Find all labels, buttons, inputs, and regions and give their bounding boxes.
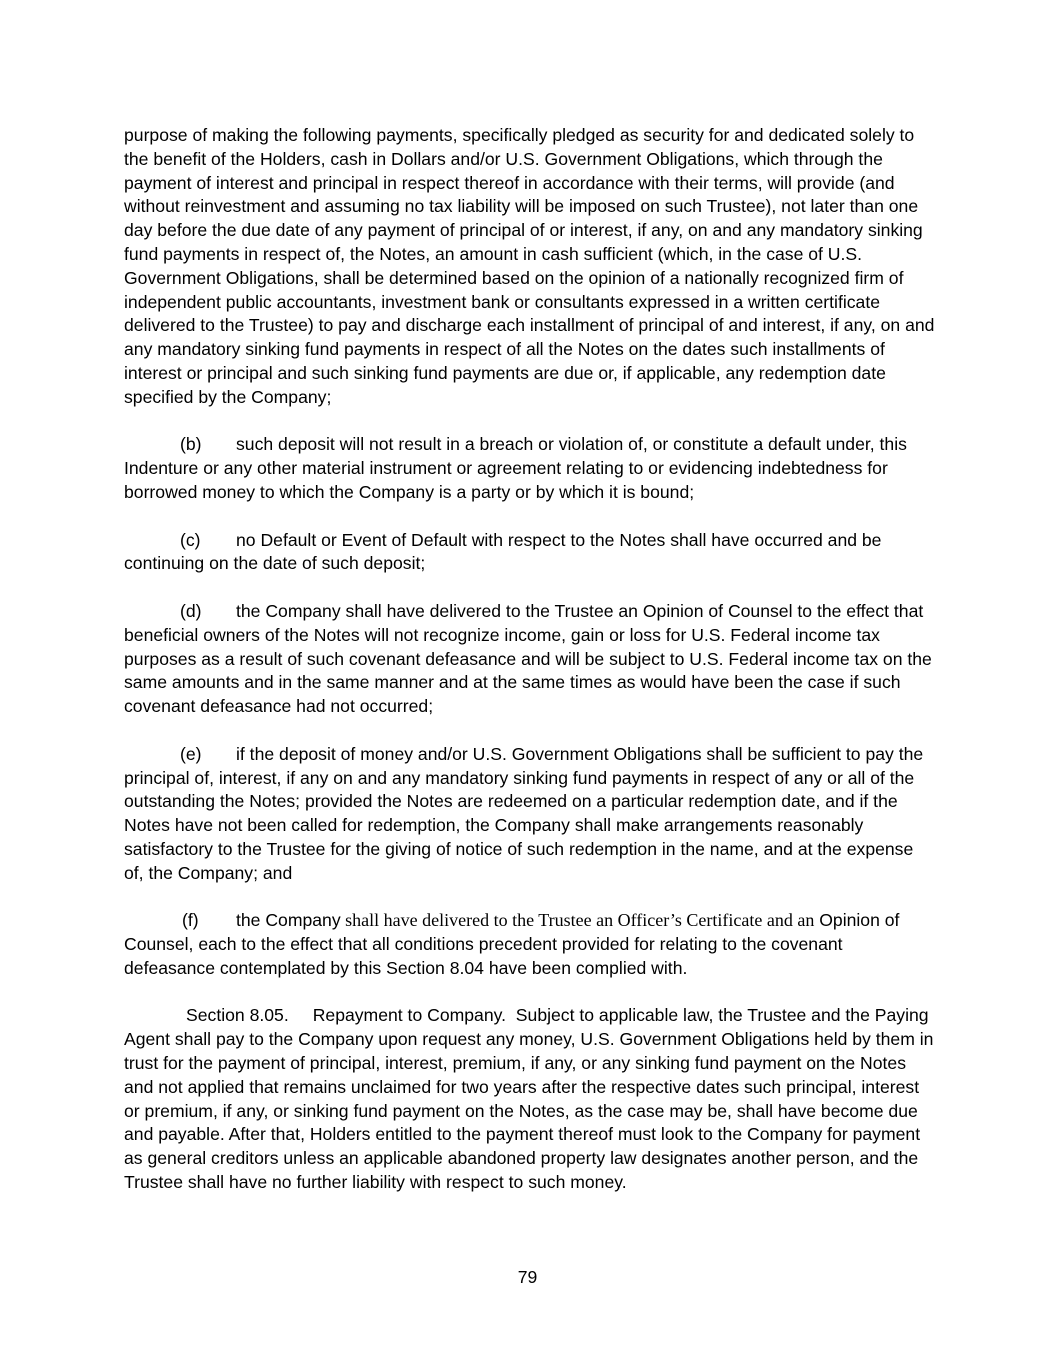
clause-marker: (c) <box>180 529 201 550</box>
clause-marker: (b) <box>180 434 202 455</box>
section-8-05 <box>124 1004 936 1194</box>
section-text: Subject to applicable law, the Trustee and the Paying Agent shall pay to the Company upon request any money, U.S. Government Obligations held by them in trust for the payment of principal, interest, premium, if any, or any sinking fund payment on the Notes and not applied that remains unclaimed for two years after the respective dates such principal, interest or premium, if any, or sinking fund payment on the Notes, as the case may be, shall have become due and payable. After that, Holders entitled to the payment thereof must look to the Company for payment as general creditors unless an applicable abandoned property law designates another person, and the Trustee shall have no further liability with respect to such money. <box>124 1005 934 1193</box>
clause-marker: (f) <box>182 910 199 931</box>
clause-b <box>124 433 936 504</box>
clause-c <box>124 529 936 577</box>
page-number: 79 <box>517 1267 538 1287</box>
clause-text-lead: the Company <box>236 910 341 931</box>
clause-marker: (d) <box>180 600 202 621</box>
clause-text: no Default or Event of Default with respect to the Notes shall have occurred and be continuing on the date of such deposit; <box>124 529 882 574</box>
clause-text-rest: Opinion of Counsel, each to the effect that all conditions precedent provided for relating to the covenant defeasance contemplated by this Section 8.04 have been complied with. <box>124 910 900 978</box>
clause-text: such deposit will not result in a breach or violation of, or constitute a default under, this Indenture or any other material instrument or agreement relating to or evidencing indebtedness for borrowed money to which the Company is a party or by which it is bound; <box>124 434 907 502</box>
clause-marker: (e) <box>180 743 202 764</box>
section-title: Repayment to Company. <box>312 1005 507 1026</box>
document-page <box>124 124 936 1219</box>
clause-f <box>124 909 936 980</box>
clause-text: if the deposit of money and/or U.S. Government Obligations shall be sufficient to pay the principal of, interest, if any on and any mandatory sinking fund payments in respect of any or all of the outstanding the Notes; provided the Notes are redeemed on a particular redemption date, and if the Notes have not been called for redemption, the Company shall make arrangements reasonably satisfactory to the Trustee for the giving of notice of such redemption in the name, and at the expense of, the Company; and <box>124 743 924 883</box>
section-number: Section 8.05. <box>186 1005 289 1026</box>
clause-e <box>124 743 936 886</box>
clause-text-serif: shall have delivered to the Trustee an Officer’s Certificate and an <box>340 910 815 931</box>
clause-d <box>124 600 936 719</box>
clause-text: the Company shall have delivered to the Trustee an Opinion of Counsel to the effect that beneficial owners of the Notes will not recognize income, gain or loss for U.S. Federal income tax purposes as a result of such covenant defeasance and will be subject to U.S. Federal income tax on the same amounts and in the same manner and at the same times as would have been the case if such covenant defeasance had not occurred; <box>124 600 932 717</box>
opening-paragraph: purpose of making the following payments, specifically pledged as security for and dedicated solely to the benefit of the Holders, cash in Dollars and/or U.S. Government Obligations, which through the payment of interest and principal in respect thereof in accordance with their terms, will provide (and without reinvestment and assuming no tax liability will be imposed on such Trustee), not later than one day before the due date of any payment of principal of or interest, if any, on and any mandatory sinking fund payments in respect of, the Notes, an amount in cash sufficient (which, in the case of U.S. Government Obligations, shall be determined based on the opinion of a nationally recognized firm of independent public accountants, investment bank or consultants expressed in a written certificate delivered to the Trustee) to pay and discharge each installment of principal of and interest, if any, on and any mandatory sinking fund payments in respect of all the Notes on the dates such installments of interest or principal and such sinking fund payments are due or, if applicable, any redemption date specified by the Company; <box>124 125 935 407</box>
